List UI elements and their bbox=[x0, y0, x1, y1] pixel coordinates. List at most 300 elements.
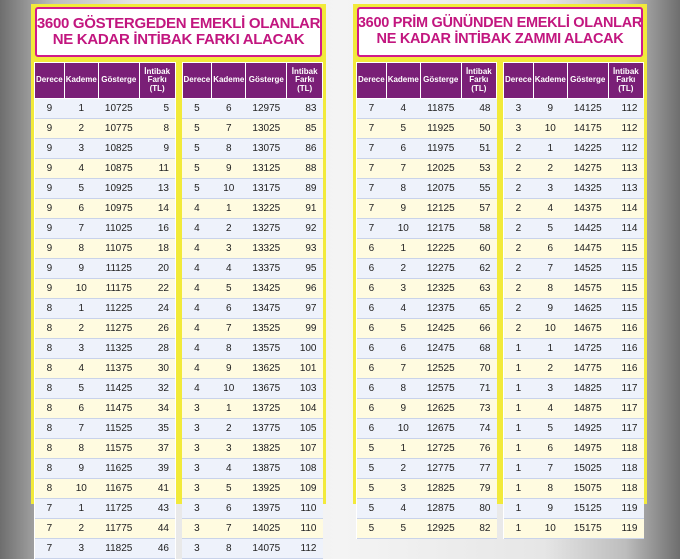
intibak-farki-cell: 115 bbox=[608, 279, 643, 299]
derece-cell: 6 bbox=[357, 379, 387, 399]
intibak-farki-cell: 65 bbox=[461, 299, 496, 319]
intibak-farki-cell: 117 bbox=[608, 419, 643, 439]
derece-cell: 9 bbox=[35, 219, 65, 239]
intibak-farki-cell: 115 bbox=[608, 299, 643, 319]
intibak-farki-cell: 92 bbox=[287, 219, 323, 239]
table-row bbox=[182, 459, 323, 479]
kademe-cell: 4 bbox=[386, 499, 420, 519]
derece-cell: 5 bbox=[182, 99, 212, 119]
derece-cell: 4 bbox=[182, 239, 212, 259]
table-row bbox=[504, 419, 644, 439]
gosterge-cell: 11625 bbox=[98, 459, 139, 479]
kademe-cell: 6 bbox=[386, 339, 420, 359]
intibak-farki-cell: 114 bbox=[608, 219, 643, 239]
derece-cell: 8 bbox=[35, 359, 65, 379]
kademe-cell: 2 bbox=[64, 519, 98, 539]
gosterge-cell: 14075 bbox=[246, 539, 287, 559]
column-header: Gösterge bbox=[98, 63, 139, 99]
kademe-cell: 6 bbox=[64, 399, 98, 419]
gosterge-cell: 14825 bbox=[567, 379, 608, 399]
table-row bbox=[357, 279, 497, 299]
kademe-cell: 6 bbox=[212, 499, 246, 519]
derece-cell: 7 bbox=[357, 119, 387, 139]
kademe-cell: 1 bbox=[533, 139, 567, 159]
intibak-farki-cell: 5 bbox=[139, 99, 175, 119]
derece-cell: 7 bbox=[35, 519, 65, 539]
table-row bbox=[504, 479, 644, 499]
kademe-cell: 10 bbox=[533, 319, 567, 339]
table-row bbox=[182, 499, 323, 519]
kademe-cell: 2 bbox=[212, 219, 246, 239]
derece-cell: 7 bbox=[357, 219, 387, 239]
derece-cell: 2 bbox=[504, 319, 534, 339]
gosterge-cell: 11575 bbox=[98, 439, 139, 459]
derece-cell: 6 bbox=[357, 259, 387, 279]
gosterge-cell: 13175 bbox=[246, 179, 287, 199]
gosterge-cell: 14875 bbox=[567, 399, 608, 419]
gosterge-cell: 12775 bbox=[420, 459, 461, 479]
right-title-line1: 3600 PRİM GÜNÜNDEN EMEKLİ OLANLAR bbox=[357, 15, 643, 32]
gosterge-cell: 11675 bbox=[98, 479, 139, 499]
intibak-farki-cell: 44 bbox=[139, 519, 175, 539]
kademe-cell: 2 bbox=[64, 119, 98, 139]
kademe-cell: 1 bbox=[64, 299, 98, 319]
gosterge-cell: 13275 bbox=[246, 219, 287, 239]
intibak-farki-cell: 96 bbox=[287, 279, 323, 299]
gosterge-cell: 13525 bbox=[246, 319, 287, 339]
derece-cell: 3 bbox=[504, 119, 534, 139]
gosterge-cell: 11425 bbox=[98, 379, 139, 399]
derece-cell: 7 bbox=[35, 539, 65, 559]
table-row bbox=[504, 159, 644, 179]
derece-cell: 8 bbox=[35, 439, 65, 459]
derece-cell: 5 bbox=[182, 159, 212, 179]
kademe-cell: 4 bbox=[64, 359, 98, 379]
kademe-cell: 3 bbox=[64, 139, 98, 159]
gosterge-cell: 12125 bbox=[420, 199, 461, 219]
intibak-farki-cell: 24 bbox=[139, 299, 175, 319]
intibak-farki-cell: 48 bbox=[461, 99, 496, 119]
table-row bbox=[357, 299, 497, 319]
gosterge-cell: 14725 bbox=[567, 339, 608, 359]
derece-cell: 7 bbox=[357, 159, 387, 179]
intibak-farki-cell: 107 bbox=[287, 439, 323, 459]
derece-cell: 9 bbox=[35, 99, 65, 119]
kademe-cell: 9 bbox=[386, 399, 420, 419]
derece-cell: 8 bbox=[35, 399, 65, 419]
table-row bbox=[35, 399, 176, 419]
table-row bbox=[357, 359, 497, 379]
gosterge-cell: 13375 bbox=[246, 259, 287, 279]
derece-cell: 4 bbox=[182, 259, 212, 279]
intibak-farki-cell: 86 bbox=[287, 139, 323, 159]
table-row bbox=[182, 179, 323, 199]
table-row bbox=[35, 479, 176, 499]
intibak-farki-cell: 73 bbox=[461, 399, 496, 419]
intibak-farki-cell: 118 bbox=[608, 479, 643, 499]
table-row bbox=[504, 499, 644, 519]
derece-cell: 1 bbox=[504, 419, 534, 439]
gosterge-cell: 13925 bbox=[246, 479, 287, 499]
gosterge-cell: 15025 bbox=[567, 459, 608, 479]
derece-cell: 7 bbox=[357, 179, 387, 199]
column-header: Derece bbox=[357, 63, 387, 99]
gosterge-cell: 12725 bbox=[420, 439, 461, 459]
column-header: Kademe bbox=[64, 63, 98, 99]
column-header: Gösterge bbox=[246, 63, 287, 99]
table-row bbox=[182, 299, 323, 319]
intibak-farki-cell: 83 bbox=[287, 99, 323, 119]
kademe-cell: 10 bbox=[64, 279, 98, 299]
table-row bbox=[357, 219, 497, 239]
table-row bbox=[182, 159, 323, 179]
derece-cell: 4 bbox=[182, 219, 212, 239]
derece-cell: 7 bbox=[357, 99, 387, 119]
right-table-2 bbox=[503, 62, 644, 539]
table-row bbox=[357, 239, 497, 259]
intibak-farki-cell: 41 bbox=[139, 479, 175, 499]
kademe-cell: 4 bbox=[212, 259, 246, 279]
kademe-cell: 4 bbox=[533, 199, 567, 219]
kademe-cell: 6 bbox=[533, 239, 567, 259]
table-row bbox=[35, 279, 176, 299]
table-row bbox=[182, 319, 323, 339]
kademe-cell: 7 bbox=[386, 159, 420, 179]
derece-cell: 2 bbox=[504, 219, 534, 239]
derece-cell: 5 bbox=[182, 139, 212, 159]
derece-cell: 6 bbox=[357, 299, 387, 319]
derece-cell: 9 bbox=[35, 199, 65, 219]
kademe-cell: 3 bbox=[212, 239, 246, 259]
gosterge-cell: 13875 bbox=[246, 459, 287, 479]
intibak-farki-cell: 20 bbox=[139, 259, 175, 279]
derece-cell: 6 bbox=[357, 419, 387, 439]
derece-cell: 2 bbox=[504, 139, 534, 159]
intibak-farki-cell: 112 bbox=[608, 139, 643, 159]
gosterge-cell: 14325 bbox=[567, 179, 608, 199]
kademe-cell: 9 bbox=[212, 159, 246, 179]
intibak-farki-cell: 104 bbox=[287, 399, 323, 419]
gosterge-cell: 12525 bbox=[420, 359, 461, 379]
intibak-farki-cell: 116 bbox=[608, 339, 643, 359]
table-row bbox=[182, 99, 323, 119]
gosterge-cell: 14625 bbox=[567, 299, 608, 319]
intibak-farki-cell: 77 bbox=[461, 459, 496, 479]
intibak-farki-cell: 109 bbox=[287, 479, 323, 499]
intibak-farki-cell: 112 bbox=[287, 539, 323, 559]
table-row bbox=[357, 199, 497, 219]
intibak-farki-cell: 85 bbox=[287, 119, 323, 139]
gosterge-cell: 15075 bbox=[567, 479, 608, 499]
kademe-cell: 10 bbox=[212, 179, 246, 199]
intibak-farki-cell: 39 bbox=[139, 459, 175, 479]
gosterge-cell: 13575 bbox=[246, 339, 287, 359]
kademe-cell: 3 bbox=[533, 179, 567, 199]
kademe-cell: 5 bbox=[212, 479, 246, 499]
derece-cell: 1 bbox=[504, 499, 534, 519]
left-panel-title bbox=[35, 7, 322, 57]
column-header: İntibak Farkı (TL) bbox=[608, 63, 643, 99]
kademe-cell: 10 bbox=[64, 479, 98, 499]
derece-cell: 6 bbox=[357, 359, 387, 379]
gosterge-cell: 13475 bbox=[246, 299, 287, 319]
kademe-cell: 6 bbox=[533, 439, 567, 459]
kademe-cell: 5 bbox=[386, 519, 420, 539]
intibak-farki-cell: 113 bbox=[608, 159, 643, 179]
intibak-farki-cell: 68 bbox=[461, 339, 496, 359]
right-title-line2: NE KADAR İNTİBAK ZAMMI ALACAK bbox=[376, 31, 624, 47]
table-row bbox=[182, 359, 323, 379]
kademe-cell: 2 bbox=[533, 159, 567, 179]
intibak-farki-cell: 70 bbox=[461, 359, 496, 379]
column-header: Kademe bbox=[212, 63, 246, 99]
derece-cell: 9 bbox=[35, 159, 65, 179]
kademe-cell: 7 bbox=[212, 119, 246, 139]
intibak-farki-cell: 55 bbox=[461, 179, 496, 199]
kademe-cell: 1 bbox=[64, 99, 98, 119]
right-table-1 bbox=[356, 62, 497, 539]
table-row bbox=[504, 319, 644, 339]
table-row bbox=[35, 419, 176, 439]
derece-cell: 3 bbox=[182, 419, 212, 439]
kademe-cell: 3 bbox=[212, 439, 246, 459]
table-header-row bbox=[504, 63, 644, 99]
kademe-cell: 1 bbox=[386, 239, 420, 259]
intibak-farki-cell: 80 bbox=[461, 499, 496, 519]
table-row bbox=[357, 319, 497, 339]
gosterge-cell: 12625 bbox=[420, 399, 461, 419]
derece-cell: 7 bbox=[357, 199, 387, 219]
gosterge-cell: 11525 bbox=[98, 419, 139, 439]
table-row bbox=[35, 499, 176, 519]
column-header: İntibak Farkı (TL) bbox=[139, 63, 175, 99]
gosterge-cell: 12875 bbox=[420, 499, 461, 519]
table-header-row bbox=[357, 63, 497, 99]
gosterge-cell: 15125 bbox=[567, 499, 608, 519]
gosterge-cell: 11275 bbox=[98, 319, 139, 339]
intibak-farki-cell: 108 bbox=[287, 459, 323, 479]
derece-cell: 5 bbox=[357, 519, 387, 539]
table-row bbox=[182, 239, 323, 259]
derece-cell: 3 bbox=[182, 479, 212, 499]
derece-cell: 8 bbox=[35, 419, 65, 439]
kademe-cell: 2 bbox=[386, 259, 420, 279]
gosterge-cell: 15175 bbox=[567, 519, 608, 539]
kademe-cell: 8 bbox=[533, 479, 567, 499]
kademe-cell: 9 bbox=[386, 199, 420, 219]
derece-cell: 5 bbox=[357, 499, 387, 519]
kademe-cell: 4 bbox=[386, 299, 420, 319]
table-row bbox=[357, 259, 497, 279]
kademe-cell: 8 bbox=[386, 179, 420, 199]
intibak-farki-cell: 103 bbox=[287, 379, 323, 399]
kademe-cell: 3 bbox=[386, 479, 420, 499]
table-row bbox=[35, 519, 176, 539]
table-row bbox=[504, 139, 644, 159]
gosterge-cell: 14425 bbox=[567, 219, 608, 239]
intibak-farki-cell: 8 bbox=[139, 119, 175, 139]
gosterge-cell: 13075 bbox=[246, 139, 287, 159]
gosterge-cell: 12225 bbox=[420, 239, 461, 259]
derece-cell: 9 bbox=[35, 239, 65, 259]
table-row bbox=[182, 539, 323, 559]
kademe-cell: 8 bbox=[533, 279, 567, 299]
table-row bbox=[35, 179, 176, 199]
intibak-farki-cell: 118 bbox=[608, 439, 643, 459]
derece-cell: 2 bbox=[504, 239, 534, 259]
derece-cell: 2 bbox=[504, 179, 534, 199]
kademe-cell: 4 bbox=[64, 159, 98, 179]
gosterge-cell: 13025 bbox=[246, 119, 287, 139]
gosterge-cell: 11125 bbox=[98, 259, 139, 279]
kademe-cell: 3 bbox=[64, 539, 98, 559]
gosterge-cell: 12675 bbox=[420, 419, 461, 439]
kademe-cell: 8 bbox=[212, 539, 246, 559]
kademe-cell: 9 bbox=[533, 299, 567, 319]
table-row bbox=[35, 139, 176, 159]
intibak-farki-cell: 30 bbox=[139, 359, 175, 379]
column-header: Kademe bbox=[386, 63, 420, 99]
kademe-cell: 7 bbox=[533, 259, 567, 279]
kademe-cell: 1 bbox=[212, 199, 246, 219]
gosterge-cell: 13775 bbox=[246, 419, 287, 439]
derece-cell: 6 bbox=[357, 279, 387, 299]
column-header: Gösterge bbox=[420, 63, 461, 99]
gosterge-cell: 11825 bbox=[98, 539, 139, 559]
table-row bbox=[182, 379, 323, 399]
kademe-cell: 9 bbox=[212, 359, 246, 379]
intibak-farki-cell: 66 bbox=[461, 319, 496, 339]
derece-cell: 8 bbox=[35, 339, 65, 359]
kademe-cell: 4 bbox=[212, 459, 246, 479]
gosterge-cell: 14975 bbox=[567, 439, 608, 459]
derece-cell: 8 bbox=[35, 379, 65, 399]
intibak-farki-cell: 51 bbox=[461, 139, 496, 159]
table-row bbox=[357, 379, 497, 399]
derece-cell: 8 bbox=[35, 479, 65, 499]
intibak-farki-cell: 97 bbox=[287, 299, 323, 319]
table-row bbox=[182, 339, 323, 359]
table-row bbox=[357, 119, 497, 139]
table-row bbox=[182, 279, 323, 299]
table-row bbox=[182, 479, 323, 499]
left-title-line1: 3600 GÖSTERGEDEN EMEKLİ OLANLAR bbox=[36, 14, 321, 32]
derece-cell: 1 bbox=[504, 459, 534, 479]
kademe-cell: 7 bbox=[212, 319, 246, 339]
gosterge-cell: 12325 bbox=[420, 279, 461, 299]
kademe-cell: 7 bbox=[64, 219, 98, 239]
gosterge-cell: 14375 bbox=[567, 199, 608, 219]
intibak-farki-cell: 60 bbox=[461, 239, 496, 259]
table-row bbox=[182, 119, 323, 139]
intibak-farki-cell: 119 bbox=[608, 499, 643, 519]
gosterge-cell: 12425 bbox=[420, 319, 461, 339]
derece-cell: 1 bbox=[504, 379, 534, 399]
derece-cell: 5 bbox=[357, 459, 387, 479]
gosterge-cell: 10725 bbox=[98, 99, 139, 119]
table-row bbox=[504, 359, 644, 379]
gosterge-cell: 12275 bbox=[420, 259, 461, 279]
table-row bbox=[357, 399, 497, 419]
gosterge-cell: 10875 bbox=[98, 159, 139, 179]
intibak-farki-cell: 76 bbox=[461, 439, 496, 459]
intibak-farki-cell: 88 bbox=[287, 159, 323, 179]
table-row bbox=[357, 459, 497, 479]
kademe-cell: 1 bbox=[533, 339, 567, 359]
intibak-farki-cell: 26 bbox=[139, 319, 175, 339]
derece-cell: 3 bbox=[182, 439, 212, 459]
intibak-farki-cell: 110 bbox=[287, 519, 323, 539]
kademe-cell: 3 bbox=[386, 279, 420, 299]
kademe-cell: 7 bbox=[386, 359, 420, 379]
intibak-farki-cell: 82 bbox=[461, 519, 496, 539]
table-row bbox=[357, 499, 497, 519]
kademe-cell: 5 bbox=[212, 279, 246, 299]
kademe-cell: 3 bbox=[64, 339, 98, 359]
derece-cell: 6 bbox=[357, 319, 387, 339]
table-row bbox=[182, 199, 323, 219]
column-header: Derece bbox=[35, 63, 65, 99]
table-row bbox=[504, 459, 644, 479]
intibak-farki-cell: 95 bbox=[287, 259, 323, 279]
derece-cell: 5 bbox=[182, 119, 212, 139]
gosterge-cell: 14175 bbox=[567, 119, 608, 139]
kademe-cell: 6 bbox=[212, 99, 246, 119]
intibak-farki-cell: 32 bbox=[139, 379, 175, 399]
table-row bbox=[357, 99, 497, 119]
intibak-farki-cell: 63 bbox=[461, 279, 496, 299]
intibak-farki-cell: 43 bbox=[139, 499, 175, 519]
intibak-farki-cell: 22 bbox=[139, 279, 175, 299]
derece-cell: 4 bbox=[182, 299, 212, 319]
derece-cell: 9 bbox=[35, 119, 65, 139]
kademe-cell: 4 bbox=[386, 99, 420, 119]
kademe-cell: 5 bbox=[64, 379, 98, 399]
table-row bbox=[357, 439, 497, 459]
derece-cell: 4 bbox=[182, 359, 212, 379]
gosterge-cell: 11775 bbox=[98, 519, 139, 539]
intibak-farki-cell: 112 bbox=[608, 119, 643, 139]
intibak-farki-cell: 118 bbox=[608, 459, 643, 479]
gosterge-cell: 14225 bbox=[567, 139, 608, 159]
intibak-farki-cell: 105 bbox=[287, 419, 323, 439]
table-row bbox=[35, 259, 176, 279]
kademe-cell: 2 bbox=[386, 459, 420, 479]
kademe-cell: 2 bbox=[533, 359, 567, 379]
derece-cell: 1 bbox=[504, 399, 534, 419]
table-row bbox=[504, 179, 644, 199]
derece-cell: 3 bbox=[182, 539, 212, 559]
derece-cell: 4 bbox=[182, 339, 212, 359]
derece-cell: 2 bbox=[504, 259, 534, 279]
gosterge-cell: 12075 bbox=[420, 179, 461, 199]
kademe-cell: 10 bbox=[212, 379, 246, 399]
table-row bbox=[504, 239, 644, 259]
kademe-cell: 1 bbox=[386, 439, 420, 459]
gosterge-cell: 12025 bbox=[420, 159, 461, 179]
table-row bbox=[504, 279, 644, 299]
gosterge-cell: 13675 bbox=[246, 379, 287, 399]
kademe-cell: 2 bbox=[64, 319, 98, 339]
table-row bbox=[357, 339, 497, 359]
gosterge-cell: 12825 bbox=[420, 479, 461, 499]
intibak-farki-cell: 14 bbox=[139, 199, 175, 219]
gosterge-cell: 11025 bbox=[98, 219, 139, 239]
table-row bbox=[504, 339, 644, 359]
derece-cell: 1 bbox=[504, 339, 534, 359]
table-row bbox=[504, 99, 644, 119]
column-header: İntibak Farkı (TL) bbox=[461, 63, 496, 99]
